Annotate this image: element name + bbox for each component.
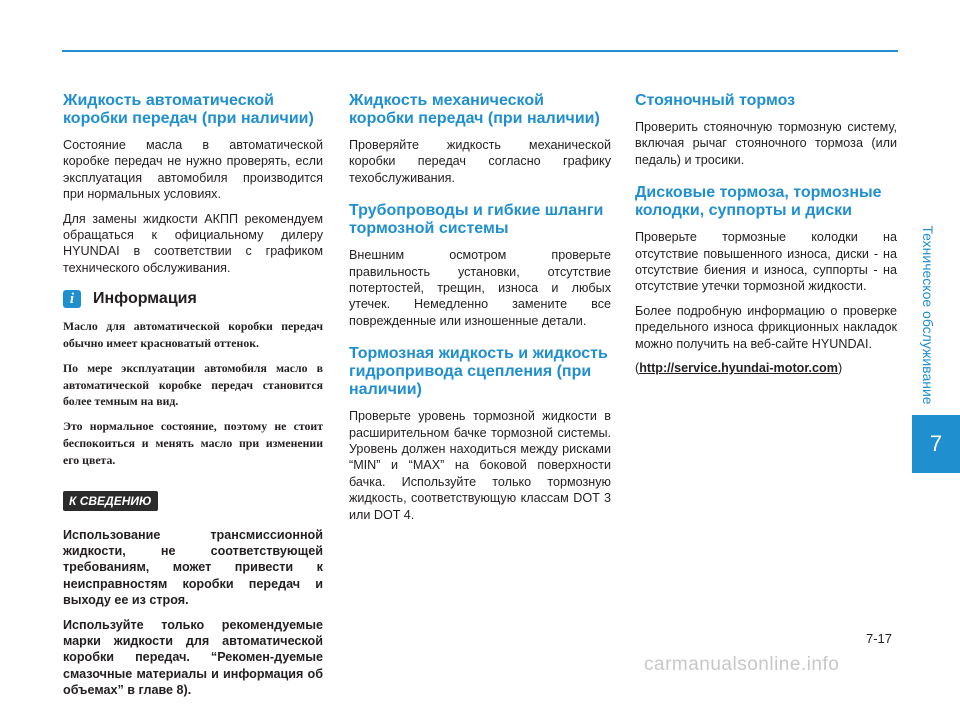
section-heading-atf: Жидкость автоматической коробки передач (при наличии) [63,92,314,127]
notice-paragraph-1: Использование трансмиссионной жидкости, не соответствующей требованиям, может привести к неисправностям коробки передач и выходу ее из строя. [63,527,323,608]
parking-brake-paragraph: Проверить стояночную тормозную систему, включая рычаг стояночного тормоза (или педаль) и тросики. [635,120,897,167]
mtf-paragraph: Проверяйте жидкость механической коробки передач согласно графику техобслуживания. [349,138,611,185]
chapter-side-tab-label: Техническое обслуживание [920,225,936,405]
column-left [63,92,323,707]
notice-label: К СВЕДЕНИЮ [63,491,158,511]
chapter-side-tab [913,225,943,405]
section-heading-parking-brake: Стояночный тормоз [635,92,796,109]
info-paragraph-3: Это нормальное состояние, поэтому не стоит беспокоиться и менять масло при изменении его цвета. [63,419,323,467]
page-number: 7-17 [866,631,893,646]
section-heading-disc-brakes: Дисковые тормоза, тормозные колодки, суппорты и диски [635,184,882,220]
info-title: Информация [93,290,197,308]
chapter-number: 7 [929,431,943,456]
atf-paragraph-1: Состояние масла в автоматической коробке передач не нужно проверять, если эксплуатация автомобиля производится при нормальных условиях. [63,138,323,202]
chapter-number-box [912,415,960,473]
disc-brakes-paragraph-2: Более подробную информацию о проверке предельного износа фрикционных накладок можно получить на веб-сайте HYUNDAI. [635,303,897,351]
section-heading-brake-lines: Трубопроводы и гибкие шланги тормозной системы [349,202,604,238]
link-close-paren: ) [837,361,843,376]
notice-paragraph-2: Используйте только рекомендуемые марки жидкости для автоматической коробки передач. “Рекомен-дуемые смазочные материалы и информация об объемах” в главе 8). [63,617,323,698]
watermark: carmanualsonline.info [644,654,840,675]
brake-fluid-paragraph: Проверьте уровень тормозной жидкости в расширительном бачке тормозной системы. Уровень должен находиться между рисками “MIN” и “MAX” на боковой поверхности бачка. Используйте только тормозную жидкость, соответствующую классам DOT 3 или DOT 4. [349,409,611,522]
brake-lines-paragraph: Внешним осмотром проверьте правильность установки, отсутствие потертостей, трещин, износа и любых утечек. Немедленно замените все поврежденные или изношенные детали. [349,248,611,328]
atf-paragraph-2: Для замены жидкости АКПП рекомендуем обращаться к официальному дилеру HYUNDAI в соответствии с графиком технического обслуживания. [63,211,323,275]
disc-brakes-paragraph-1: Проверьте тормозные колодки на отсутствие повышенного износа, диски - на отсутствие биения и износа, суппорты - на отсутствие утечки тормозной жидкости. [635,230,897,294]
section-heading-mtf: Жидкость механической коробки передач (при наличии) [349,92,600,127]
header-rule [62,50,898,52]
info-icon: i [63,290,81,308]
info-header [63,290,323,308]
info-paragraph-2: По мере эксплуатации автомобиля масло в автоматической коробке передач становится более темным на вид. [63,360,323,409]
column-right [635,92,897,384]
section-heading-brake-fluid: Тормозная жидкость и жидкость гидропривода сцепления (при наличии) [349,345,608,399]
service-link[interactable]: http://service.hyundai-motor.com [639,361,838,376]
link-open-paren: ( [635,361,640,376]
info-paragraph-1: Масло для автоматической коробки передач обычно имеет красноватый оттенок. [63,319,323,351]
service-link-line [635,360,897,376]
column-middle [349,92,611,531]
